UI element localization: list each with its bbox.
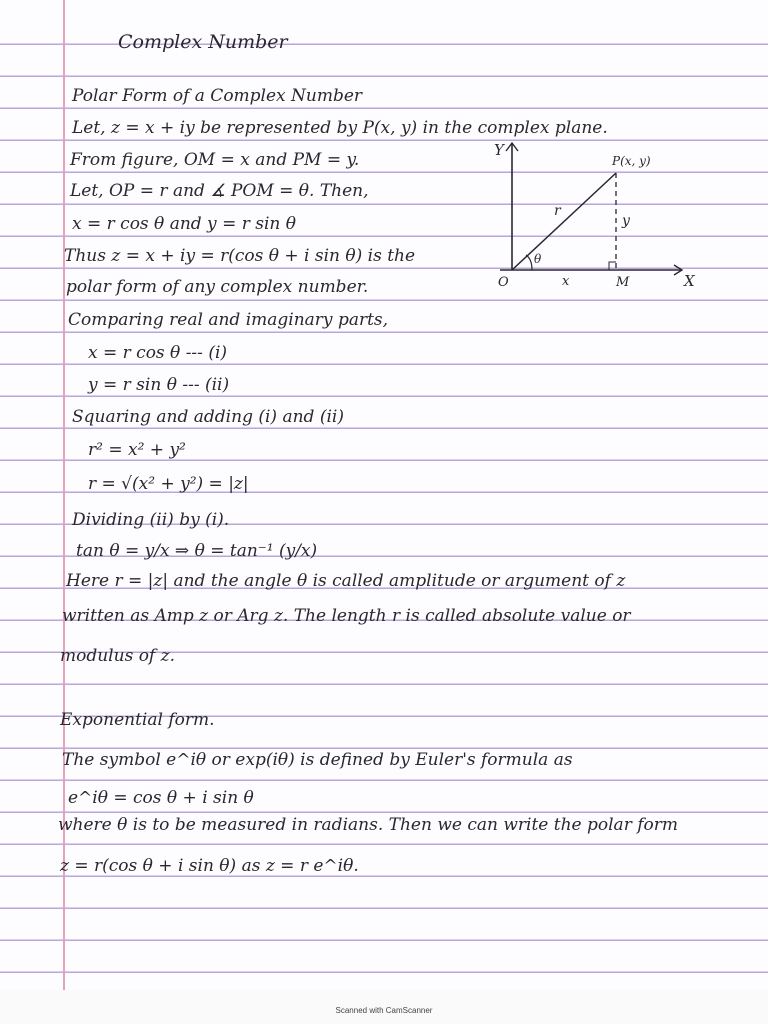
- page-title: Complex Number: [118, 31, 288, 53]
- heading-polar-form: Polar Form of a Complex Number: [72, 86, 363, 106]
- text-line: written as Amp z or Arg z. The length r is called absolute value or: [62, 606, 631, 626]
- x-length-label: x: [562, 274, 570, 289]
- equation-line: z = r(cos θ + i sin θ) as z = r e^iθ.: [60, 856, 359, 876]
- r-label: r: [554, 203, 561, 219]
- text-line: modulus of z.: [60, 646, 175, 666]
- text-line: where θ is to be measured in radians. Then we can write the polar form: [58, 815, 678, 835]
- margin-line: [63, 0, 65, 990]
- text-line: Comparing real and imaginary parts,: [68, 310, 389, 330]
- equation-line: y = r sin θ --- (ii): [88, 375, 230, 395]
- y-length-label: y: [622, 213, 630, 229]
- op-line: [512, 173, 616, 270]
- origin-label: O: [498, 275, 509, 290]
- complex-plane-diagram: [470, 135, 710, 295]
- y-axis-label: Y: [494, 141, 504, 159]
- angle-arc: [526, 255, 532, 270]
- equation-line: r = √(x² + y²) = |z|: [88, 474, 249, 494]
- foot-label: M: [616, 275, 630, 290]
- angle-label: θ: [534, 252, 542, 266]
- equation-line: x = r cos θ and y = r sin θ: [72, 214, 296, 234]
- text-line: polar form of any complex number.: [66, 277, 369, 297]
- right-angle-mark: [609, 262, 616, 270]
- equation-line: e^iθ = cos θ + i sin θ: [68, 788, 254, 808]
- text-line: Dividing (ii) by (i).: [72, 510, 230, 530]
- text-line: Thus z = x + iy = r(cos θ + i sin θ) is the: [64, 246, 416, 266]
- text-line: Here r = |z| and the angle θ is called amplitude or argument of z: [66, 571, 626, 591]
- equation-line: x = r cos θ --- (i): [88, 343, 228, 363]
- equation-line: tan θ = y/x ⇒ θ = tan⁻¹ (y/x): [76, 541, 318, 561]
- text-line: Squaring and adding (i) and (ii): [72, 407, 344, 427]
- text-line: From figure, OM = x and PM = y.: [70, 150, 360, 170]
- equation-line: r² = x² + y²: [88, 440, 186, 460]
- text-line: The symbol e^iθ or exp(iθ) is defined by Euler's formula as: [62, 750, 573, 770]
- point-label: P(x, y): [612, 154, 651, 168]
- heading-exponential-form: Exponential form.: [60, 710, 215, 730]
- text-line: Let, OP = r and ∡ POM = θ. Then,: [70, 181, 369, 201]
- x-axis-label: X: [684, 272, 695, 290]
- scanner-watermark: Scanned with CamScanner: [335, 1006, 433, 1015]
- text-line: Let, z = x + iy be represented by P(x, y) in the complex plane.: [72, 118, 608, 138]
